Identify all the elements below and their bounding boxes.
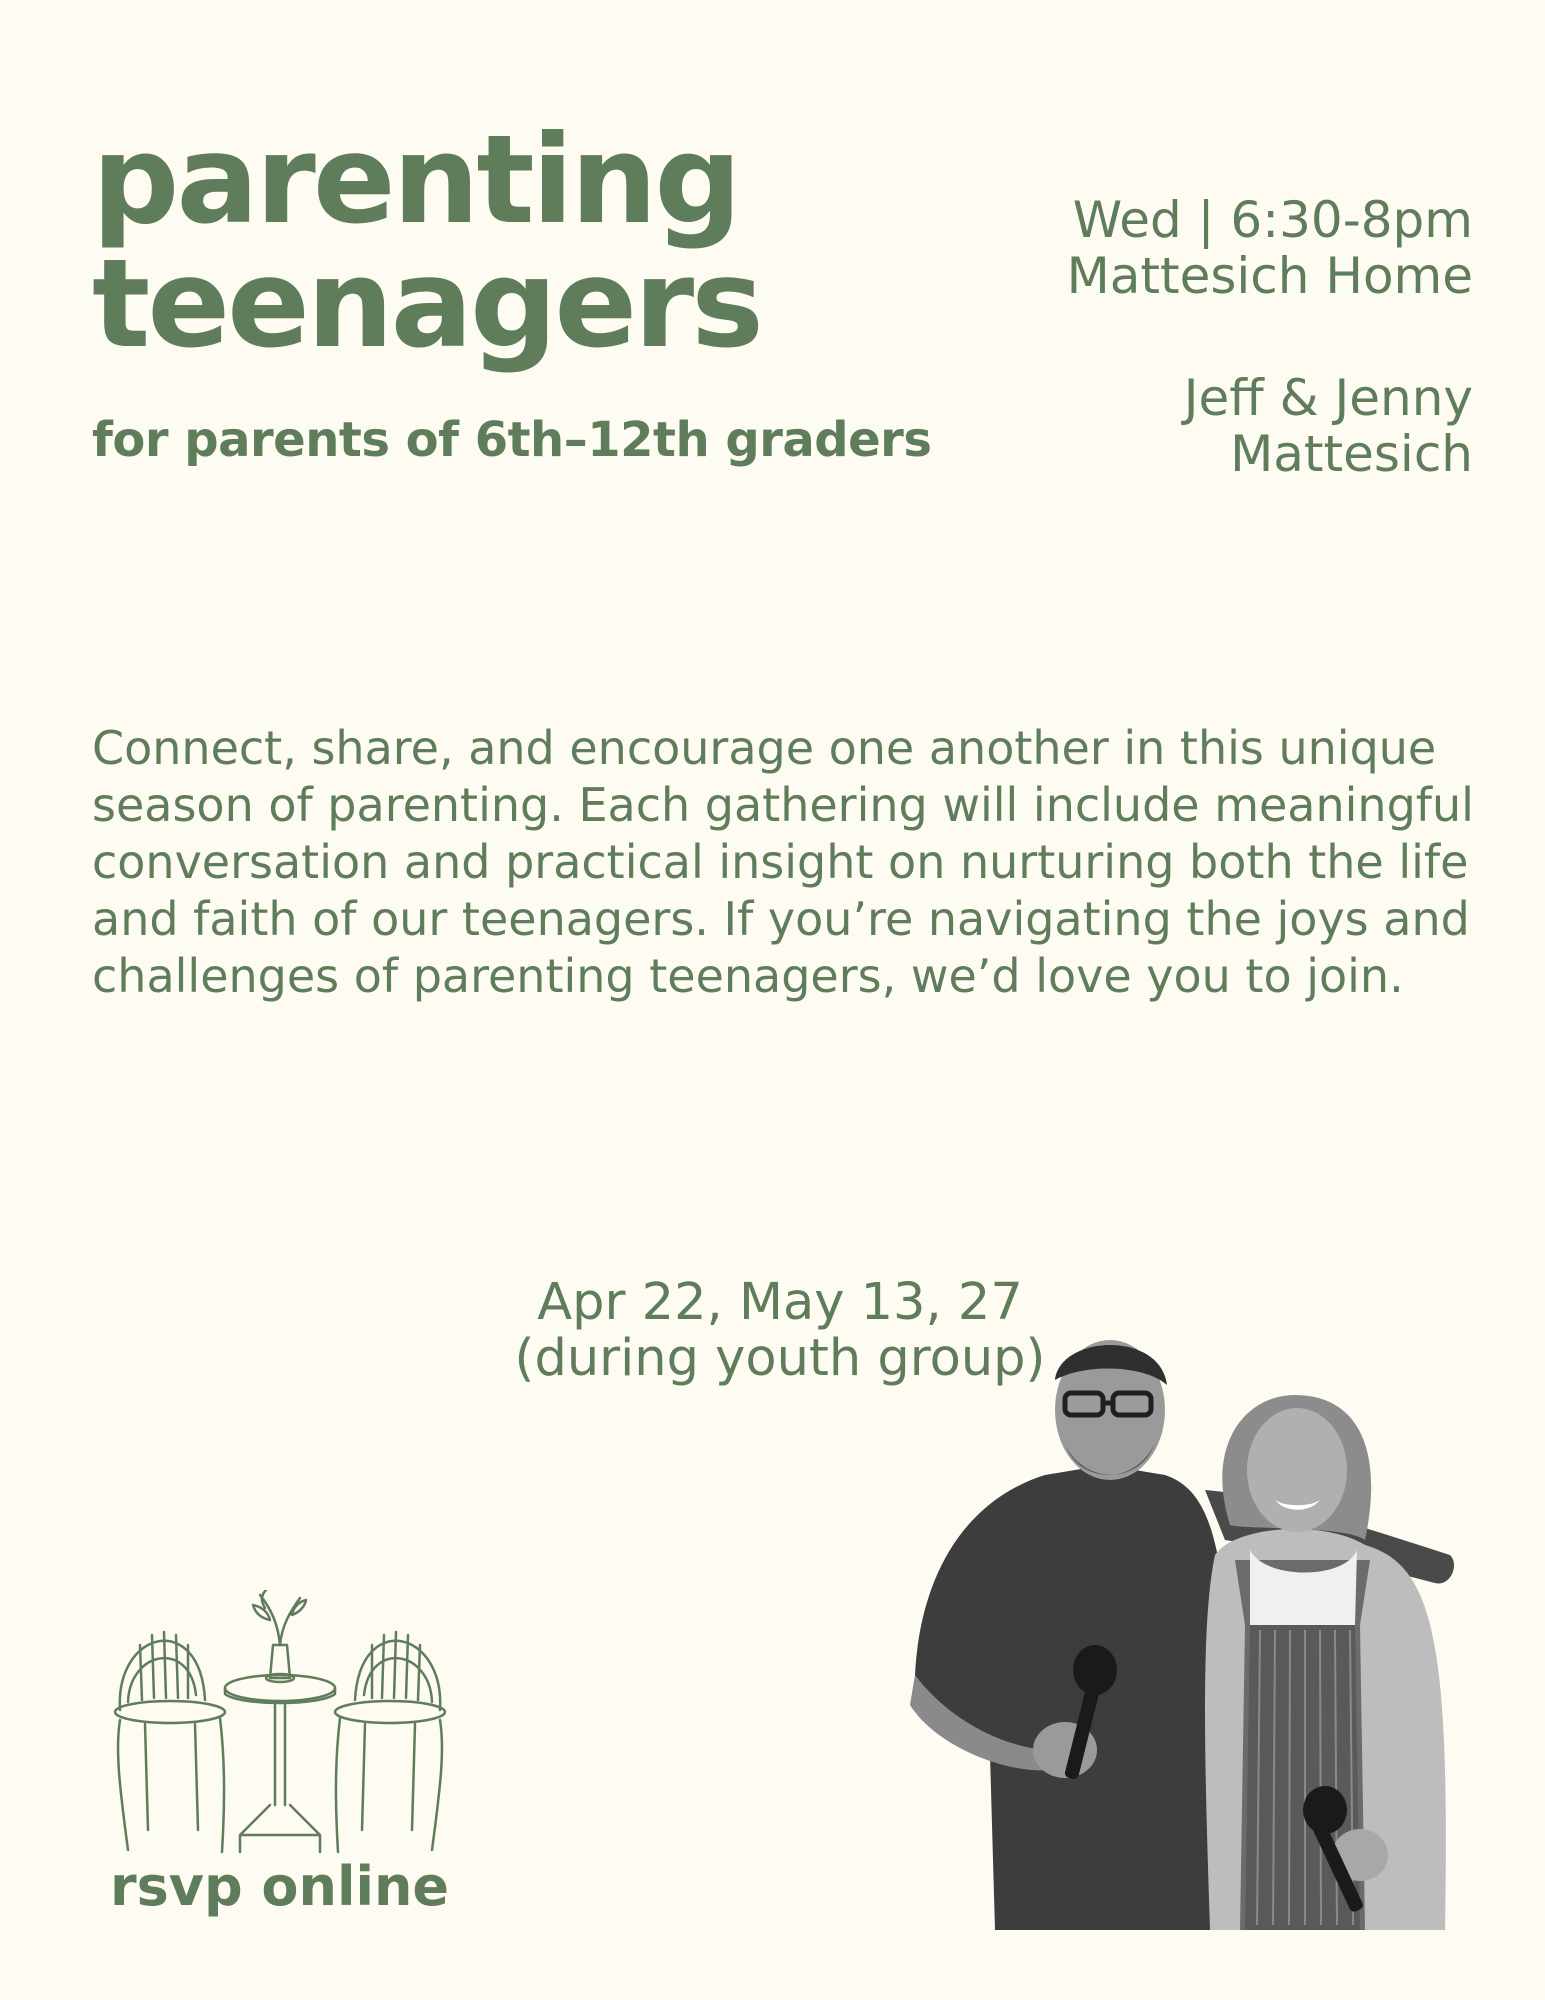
rsvp-online: rsvp online: [110, 1855, 450, 1918]
event-schedule: [1067, 192, 1473, 304]
event-time: Wed | 6:30-8pm: [1072, 191, 1473, 249]
hosts-photo: [905, 1325, 1475, 1930]
event-title: [92, 109, 761, 375]
dates-note: (during youth group): [514, 1329, 1046, 1388]
event-subtitle: for parents of 6th–12th graders: [92, 412, 932, 468]
event-location: Mattesich Home: [1066, 247, 1473, 305]
event-description: Connect, share, and encourage one another in this unique season of parenting. Each gathering will include meaningful conversation and practical insight on nurturing both the life and faith of our teenagers. If you’re navigating the joys and challenges of parenting teenagers, we’d love you to join.: [92, 721, 1474, 1003]
event-hosts: [1184, 370, 1473, 482]
hosts-line1: Jeff & Jenny: [1183, 369, 1473, 427]
dates-list: Apr 22, May 13, 27: [537, 1273, 1023, 1332]
hosts-line2: Mattesich: [1230, 425, 1473, 483]
event-title-line2: teenagers: [92, 233, 761, 375]
bistro-table-chairs-icon: [110, 1590, 450, 1870]
event-title-line1: parenting: [92, 109, 739, 251]
